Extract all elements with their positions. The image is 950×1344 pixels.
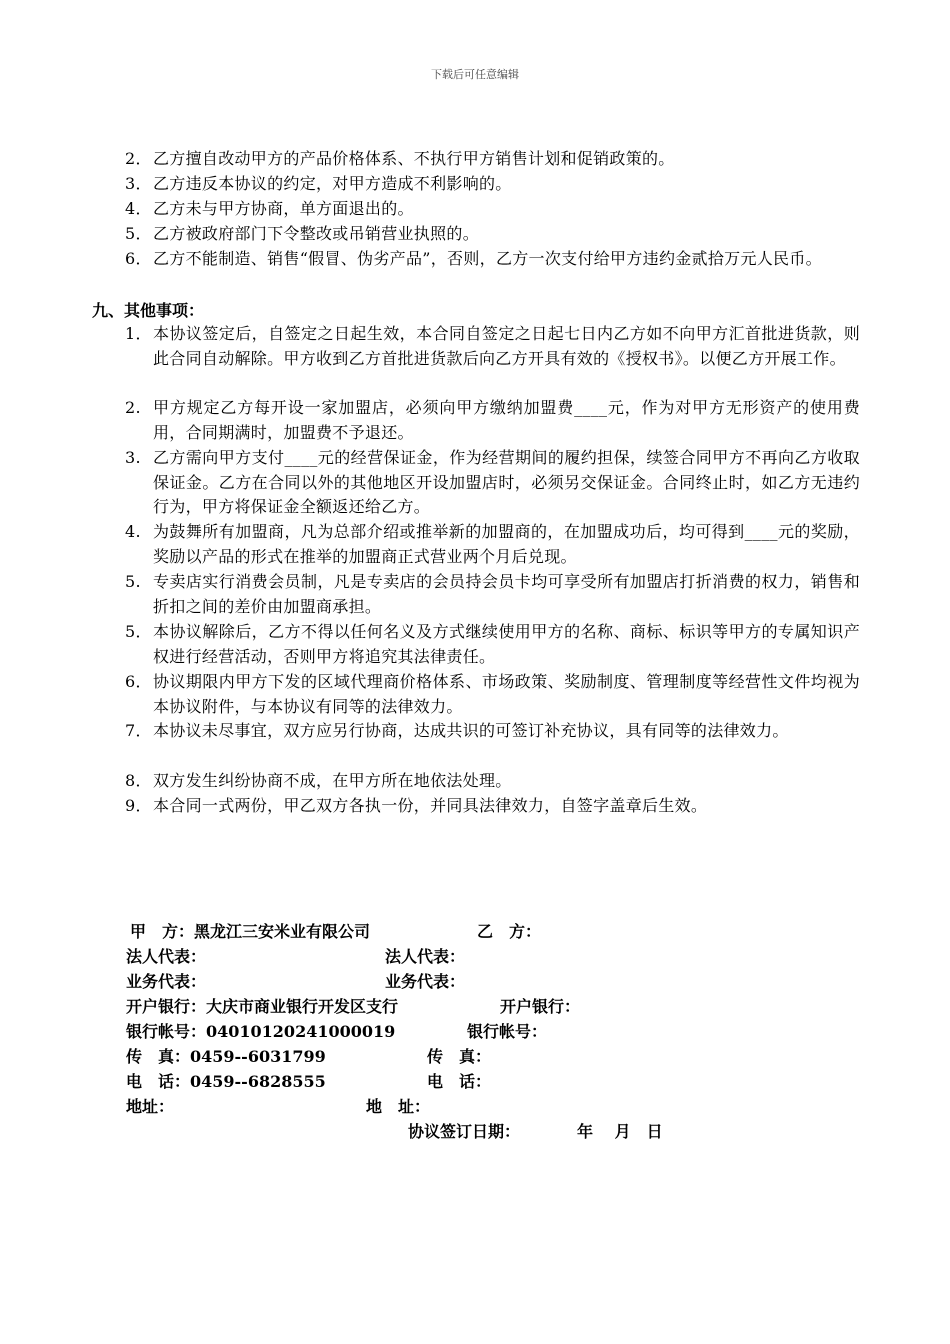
legal-rep-b: 法人代表：: [385, 947, 466, 966]
section-title: 九、其他事项：: [92, 301, 205, 320]
list-item: [125, 172, 860, 197]
list-item: [125, 446, 860, 520]
list-item-text: 乙方不能制造、销售“假冒、伪劣产品”，否则，乙方一次支付给甲方违约金贰拾万元人民币。: [153, 249, 822, 268]
list-item-number: 3．: [125, 174, 152, 193]
bank-a: 开户银行：大庆市商业银行开发区支行: [126, 997, 399, 1016]
list-item-number: 3.: [125, 448, 141, 467]
list-item-text: 乙方违反本协议的约定，对甲方造成不利影响的。: [153, 174, 512, 193]
list-item: [125, 570, 860, 619]
list-item-text: 协议期限内甲方下发的区域代理商价格体系、市场政策、奖励制度、管理制度等经营性文件均视为本协议附件，与本协议有同等的法律效力。: [153, 672, 860, 716]
biz-rep-a: 业务代表：: [126, 972, 207, 991]
list-item-number: 2.: [125, 398, 141, 417]
list-item-number: 2．: [125, 149, 152, 168]
list-item: [125, 197, 860, 222]
list-item-text: 本协议解除后，乙方不得以任何名义及方式继续使用甲方的名称、商标、标识等甲方的专属知识产权进行经营活动，否则甲方将追究其法律责任。: [153, 622, 860, 666]
list-item-text: 为鼓舞所有加盟商，凡为总部介绍或推举新的加盟商的，在加盟成功后，均可得到____元的奖励，奖励以产品的形式在推举的加盟商正式营业两个月后兑现。: [153, 522, 860, 566]
list-item-number: 4．: [125, 199, 152, 218]
list-item-text: 双方发生纠纷协商不成，在甲方所在地依法处理。: [153, 771, 512, 790]
account-b: 银行帐号：: [467, 1022, 548, 1041]
list-item-number: 9．: [125, 796, 152, 815]
party-b-label: 乙 方：: [477, 922, 542, 941]
list-item-number: 8．: [125, 771, 152, 790]
list-item-text: 乙方被政府部门下令整改或吊销营业执照的。: [153, 224, 480, 243]
list-item-number: 5．: [125, 224, 152, 243]
list-item: [125, 396, 860, 445]
list-item-number: 1．: [125, 324, 152, 343]
list-item: [125, 247, 860, 272]
list-item-number: 5.: [125, 572, 141, 591]
address-a: 地址：: [126, 1097, 175, 1116]
list-item: [125, 620, 860, 669]
fax-a: 传 真：0459--6031799: [126, 1047, 326, 1066]
list-item-number: 4.: [125, 522, 141, 541]
list-item-text: 本协议签定后，自签定之日起生效，本合同自签定之日起七日内乙方如不向甲方汇首批进货款，则此合同自动解除。甲方收到乙方首批进货款后向乙方开具有效的《授权书》。以便乙方开展工作。: [153, 324, 860, 368]
address-b: 地 址：: [366, 1097, 431, 1116]
fax-b: 传 真：: [427, 1047, 492, 1066]
phone-a: 电 话：0459--6828555: [126, 1072, 326, 1091]
list-item-text: 乙方擅自改动甲方的产品价格体系、不执行甲方销售计划和促销政策的。: [153, 149, 675, 168]
phone-b: 电 话：: [427, 1072, 492, 1091]
legal-rep-a: 法人代表：: [126, 947, 207, 966]
page-header: 下载后可任意编辑: [431, 68, 519, 81]
list-item-text: 甲方规定乙方每开设一家加盟店，必须向甲方缴纳加盟费____元，作为对甲方无形资产的使用费用，合同期满时，加盟费不予退还。: [153, 398, 860, 442]
list-item-text: 本协议未尽事宜，双方应另行协商，达成共识的可签订补充协议，具有同等的法律效力。: [153, 721, 789, 740]
list-item: [125, 520, 860, 569]
list-item: [125, 670, 860, 719]
list-item: [125, 719, 860, 744]
account-a: 银行帐号：04010120241000019: [126, 1022, 396, 1041]
list-item-number: 6．: [125, 672, 152, 691]
party-a-label: 甲 方：黑龙江三安米业有限公司: [130, 922, 371, 941]
list-item-text: 专卖店实行消费会员制，凡是专卖店的会员持会员卡均可享受所有加盟店打折消费的权力，销售和折扣之间的差价由加盟商承担。: [153, 572, 860, 616]
list-item: [125, 769, 860, 794]
list-item-text: 乙方未与甲方协商，单方面退出的。: [153, 199, 414, 218]
list-item: [125, 147, 860, 172]
list-item-text: 乙方需向甲方支付____元的经营保证金，作为经营期间的履约担保，续签合同甲方不再向乙方收取保证金。乙方在合同以外的其他地区开设加盟店时，必须另交保证金。合同终止时，如乙方无违约行为，甲方将保证金全额返还给乙方。: [153, 448, 860, 516]
sign-date-label: 协议签订日期：: [408, 1122, 521, 1141]
biz-rep-b: 业务代表：: [385, 972, 466, 991]
list-item: [125, 794, 860, 819]
bank-b: 开户银行：: [500, 997, 581, 1016]
list-item-number: 7．: [125, 721, 152, 740]
list-item-text: 本合同一式两份，甲乙双方各执一份，并同具法律效力，自签字盖章后生效。: [153, 796, 708, 815]
list-item: [125, 222, 860, 247]
list-item: [125, 322, 860, 371]
list-item-number: 6．: [125, 249, 152, 268]
sign-date-units: 年 月 日: [577, 1122, 663, 1141]
list-item-number: 5．: [125, 622, 152, 641]
